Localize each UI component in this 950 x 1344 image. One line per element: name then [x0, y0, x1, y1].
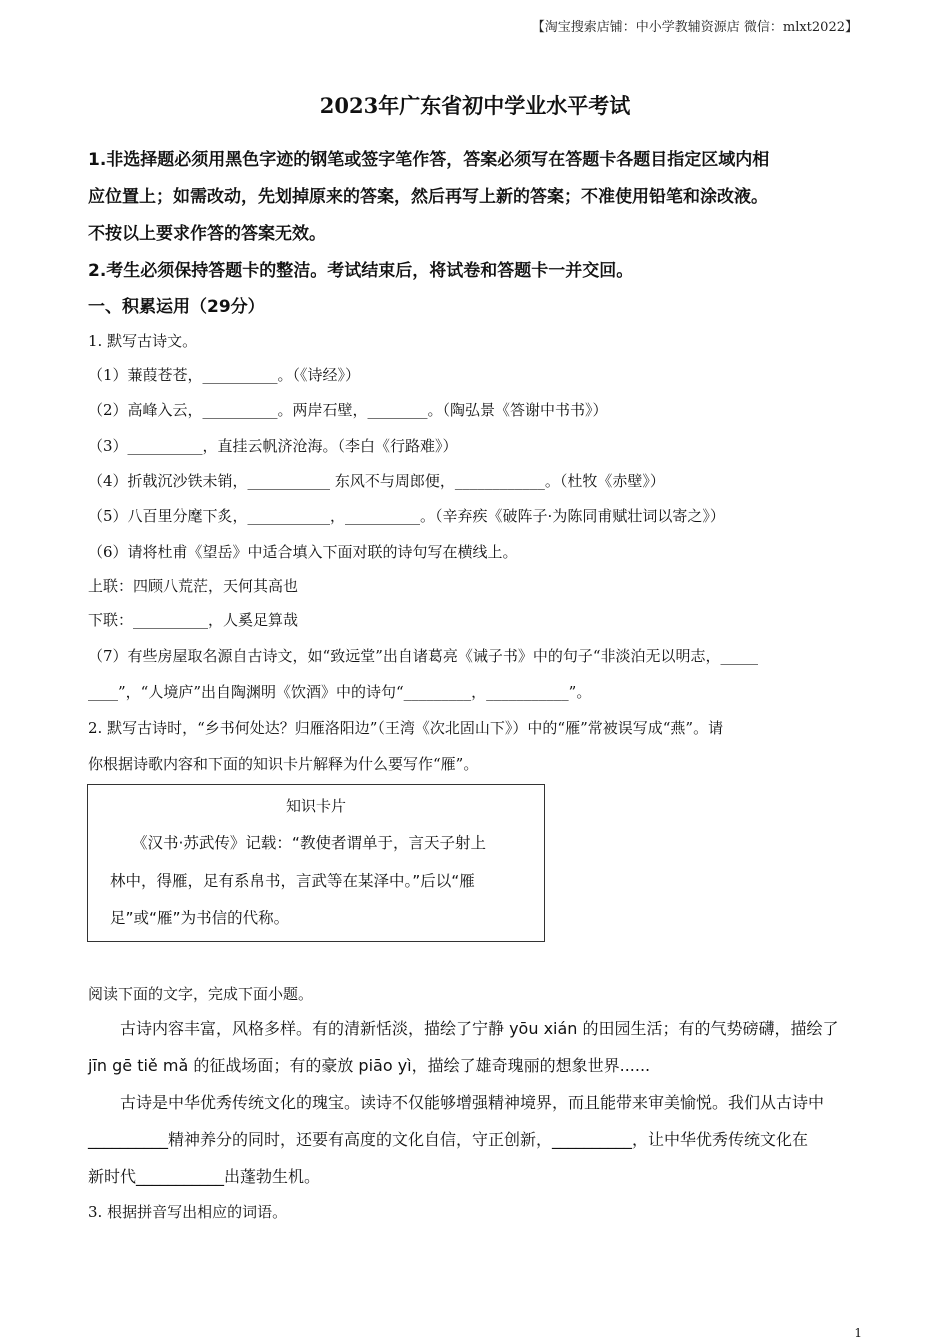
reading-paragraph: jīn gē tiě mǎ 的征战场面；有的豪放 piāo yì，描绘了雄奇瑰丽的想象世界......: [88, 1056, 651, 1075]
instruction-line: 2.考生必须保持答题卡的整洁。考试结束后，将试卷和答题卡一并交回。: [88, 261, 634, 281]
reading-paragraph: 古诗是中华优秀传统文化的瑰宝。读诗不仅能够增强精神境界，而且能带来审美愉悦。我们从古诗中: [120, 1093, 825, 1112]
exam-title: 2023年广东省初中学业水平考试: [319, 93, 631, 118]
section-heading: 一、积累运用（29分）: [88, 297, 265, 317]
question-1-item: （3）__________，直挂云帆济沧海。（李白《行路难》）: [88, 437, 458, 455]
instruction-line: 不按以上要求作答的答案无效。: [88, 224, 326, 244]
question-2-line: 你根据诗歌内容和下面的知识卡片解释为什么要写作“雁”。: [88, 755, 479, 773]
question-1-stem: 1. 默写古诗文。: [88, 332, 198, 350]
question-1-item-7-cont: ____”，“人境庐”出自陶渊明《饮酒》中的诗句“_________，___________”。: [88, 683, 592, 701]
question-3-stem: 3. 根据拼音写出相应的词语。: [88, 1203, 288, 1221]
reading-paragraph: 古诗内容丰富，风格多样。有的清新恬淡，描绘了宁静 yōu xián 的田园生活；有的气势磅礴，描绘了: [120, 1019, 839, 1038]
question-1-item-7: （7）有些房屋取名源自古诗文，如“致远堂”出自诸葛亮《诫子书》中的句子“非淡泊无以明志，_____: [88, 647, 759, 665]
knowledge-card-line: 《汉书·苏武传》记载：“教使者谓单于，言天子射上: [132, 834, 486, 852]
knowledge-card-line: 林中，得雁，足有系帛书，言武等在某泽中。”后以“雁: [110, 872, 475, 890]
couplet-upper: 上联：四顾八荒茫，天何其高也: [88, 577, 299, 595]
knowledge-card: [87, 784, 545, 942]
instruction-line: 1.非选择题必须用黑色字迹的钢笔或签字笔作答，答案必须写在答题卡各题目指定区域内相: [88, 150, 770, 170]
knowledge-card-line: 足”或“雁”为书信的代称。: [110, 909, 290, 927]
instruction-line: 应位置上；如需改动，先划掉原来的答案，然后再写上新的答案；不准使用铅笔和涂改液。: [88, 187, 768, 207]
knowledge-card-title: 知识卡片: [285, 797, 346, 815]
reading-intro: 阅读下面的文字，完成下面小题。: [88, 985, 314, 1003]
page-header: 【淘宝搜索店铺：中小学教辅资源店 微信：mlxt2022】: [531, 20, 858, 35]
question-1-item: （2）高峰入云，__________。两岸石壁，________。（陶弘景《答谢中书书》）: [88, 401, 608, 419]
reading-paragraph: 新时代___________出蓬勃生机。: [88, 1167, 321, 1186]
question-1-item: （1）蒹葭苍苍，__________。（《诗经》）: [88, 366, 361, 384]
question-1-item: （6）请将杜甫《望岳》中适合填入下面对联的诗句写在横线上。: [88, 543, 518, 561]
question-1-item: （4）折戟沉沙铁未销，___________ 东风不与周郎便，____________。（杜牧《赤壁》）: [88, 472, 665, 490]
page-number: 1: [854, 1326, 862, 1340]
couplet-lower: 下联：__________，人奚足算哉: [88, 611, 299, 629]
reading-paragraph: __________精神养分的同时，还要有高度的文化自信，守正创新，__________，让中华优秀传统文化在: [88, 1130, 809, 1149]
question-1-item: （5）八百里分麾下炙，___________，__________。（辛弃疾《破阵子·为陈同甫赋壮词以寄之》）: [88, 507, 725, 525]
question-2-line: 2. 默写古诗时，“乡书何处达？归雁洛阳边”（王湾《次北固山下》）中的“雁”常被误写成“燕”。请: [88, 719, 724, 737]
